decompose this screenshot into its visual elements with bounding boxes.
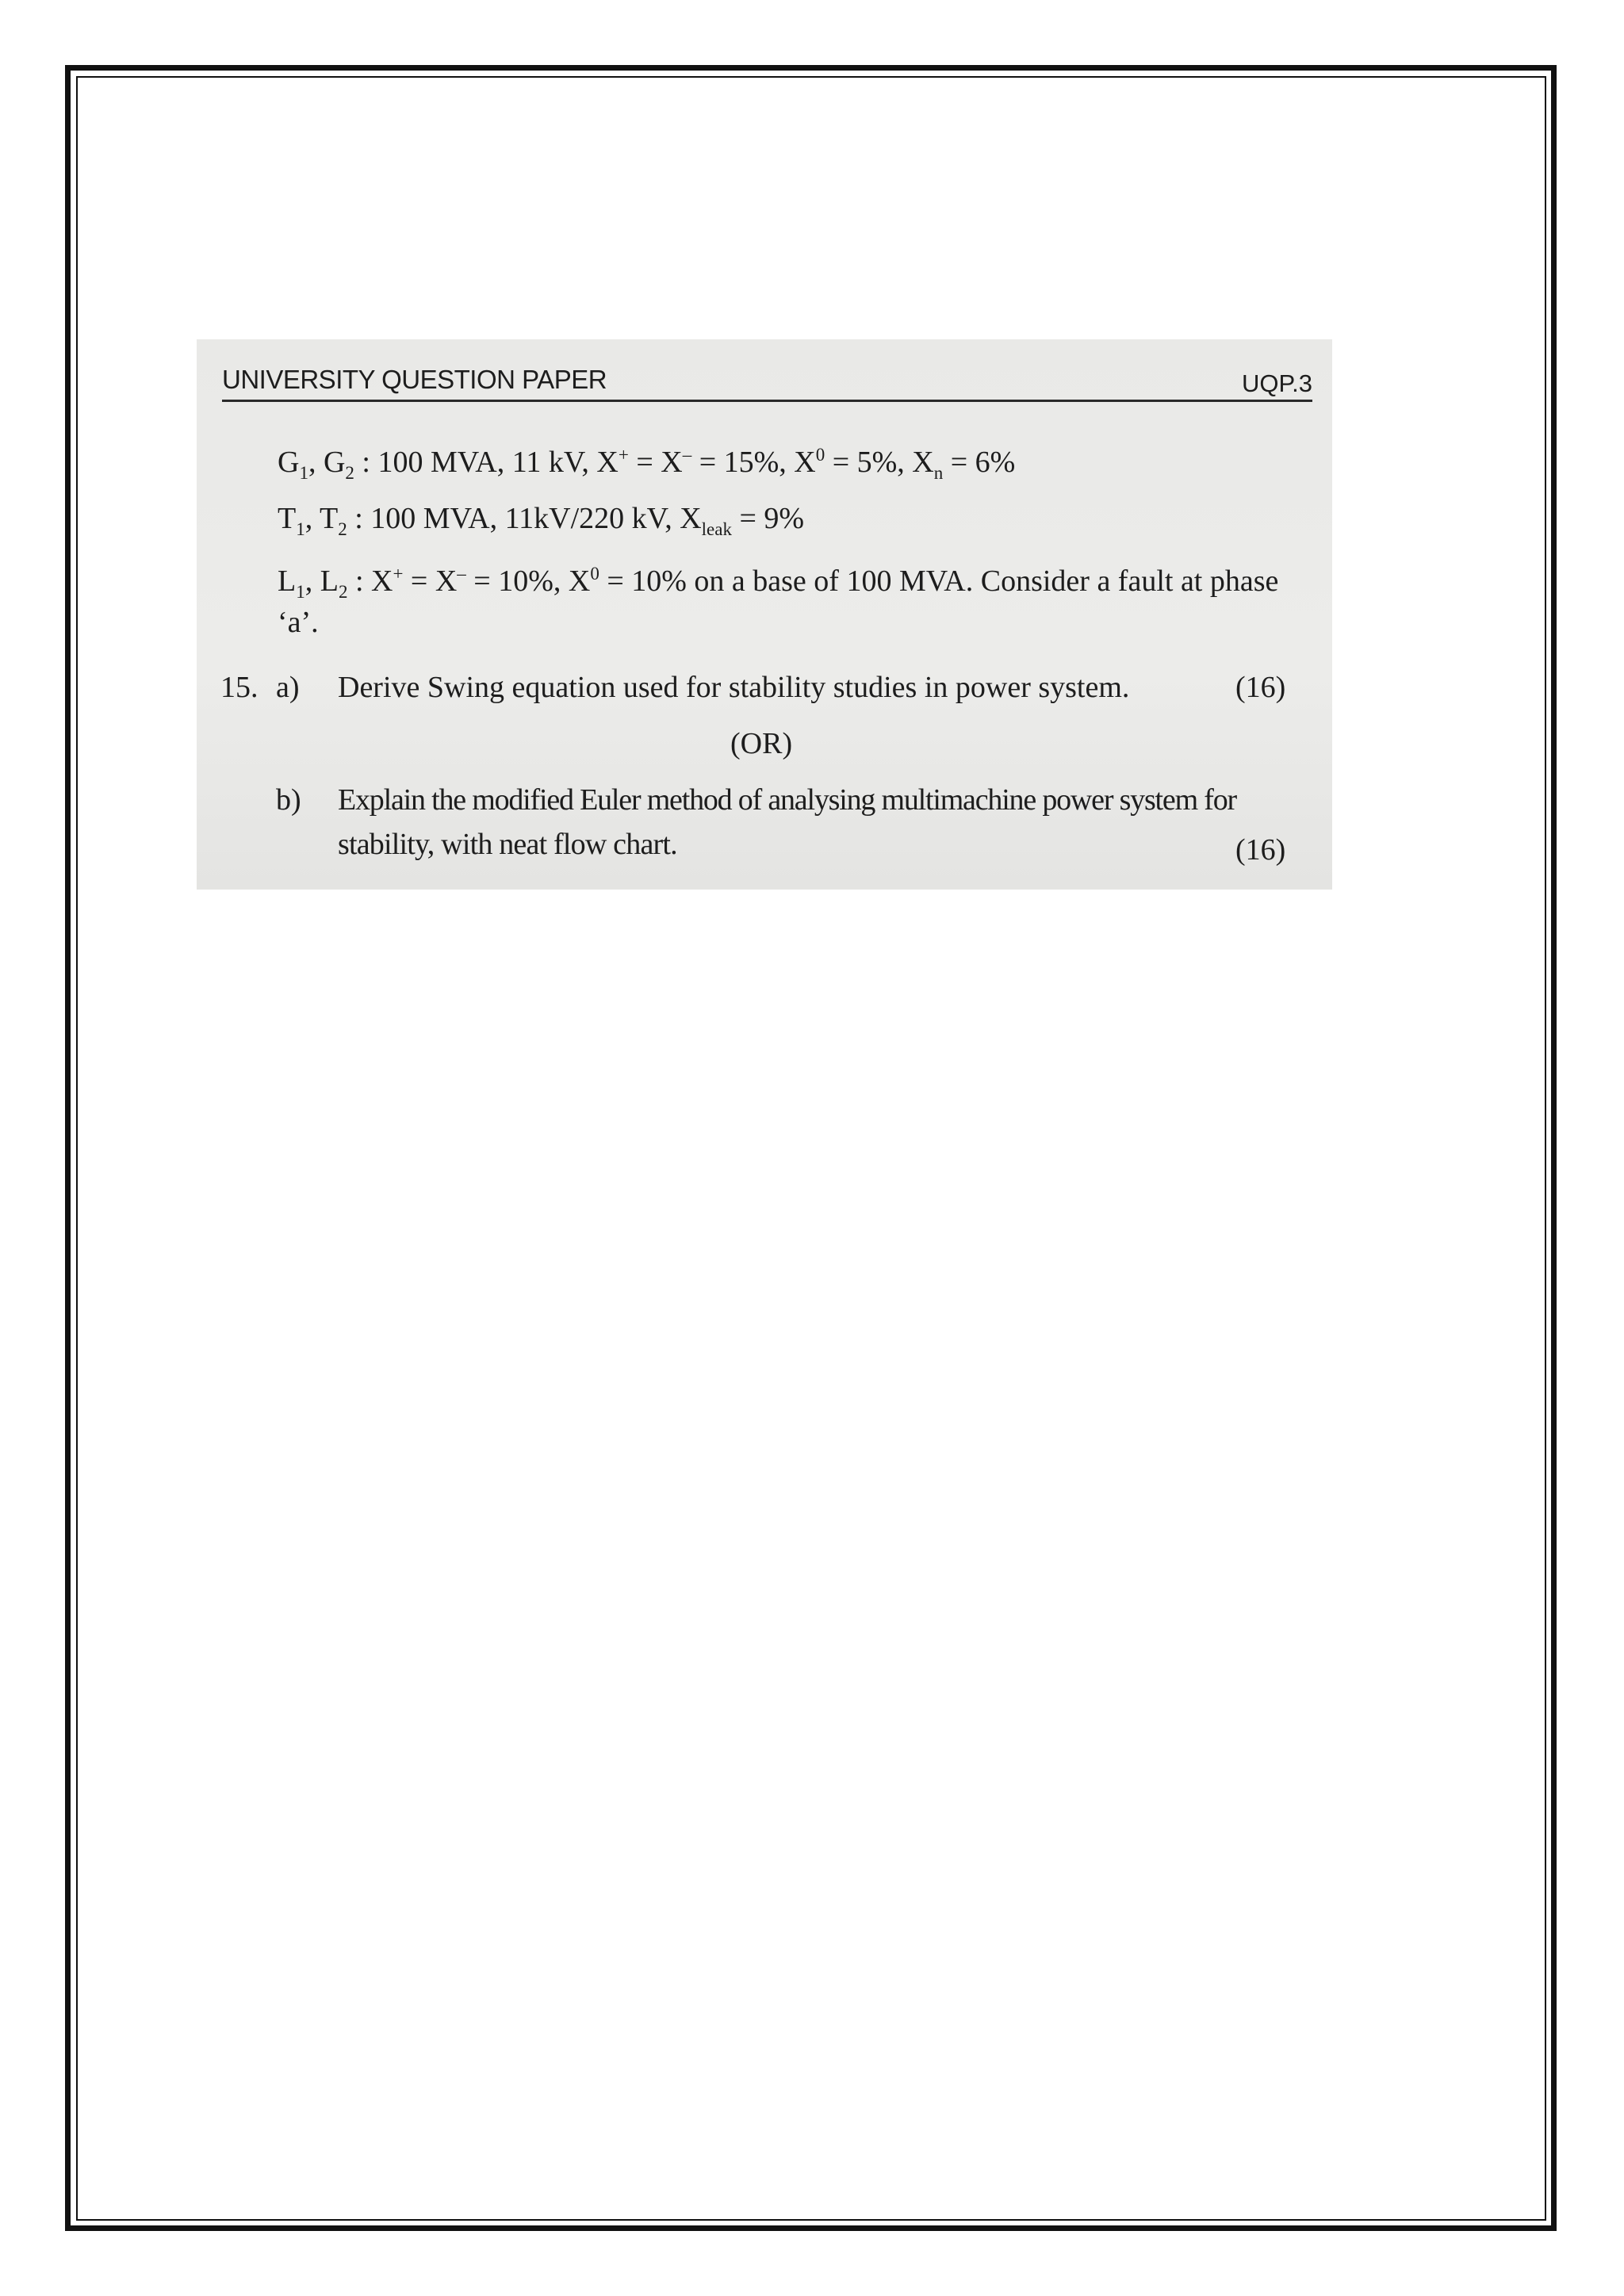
generator-data-line: $G_1$, $G_2$ : 100 MVA, 11 kV, X+ = X– = 15%, $X^0 = 5\%$, $X_n = 6\%$ [278,445,1016,483]
line-data-line: $L_1$, $L_2$ : X+ = X– = 10%, $X^0 = 10\%$ on a base of 100 MVA. Consider a fault at phase [278,564,1279,602]
part-a-text: Derive Swing equation used for stability studies in power system. [338,671,1130,704]
or-separator: (OR) [730,727,793,760]
paper-header [222,360,1312,402]
page-code: UQP.3 [1241,369,1312,397]
part-b-marks: (16) [1235,833,1286,867]
question-number: 15. [220,671,259,704]
scanned-question-excerpt [197,339,1332,890]
transformer-data-line: $T_1$, $T_2$ : 100 MVA, 11kV/220 kV, $X_{leak} = 9\%$ [278,502,805,539]
part-b-text-line2: stability, with neat flow chart. [338,828,677,861]
part-b-label: b) [276,783,301,817]
part-a-marks: (16) [1235,671,1286,704]
line-data-continuation: ‘a’. [278,606,319,639]
paper-title: UNIVERSITY QUESTION PAPER [222,365,607,394]
part-b-text-line1: Explain the modified Euler method of analysing multimachine power system for [338,783,1236,817]
part-a-label: a) [276,671,300,704]
